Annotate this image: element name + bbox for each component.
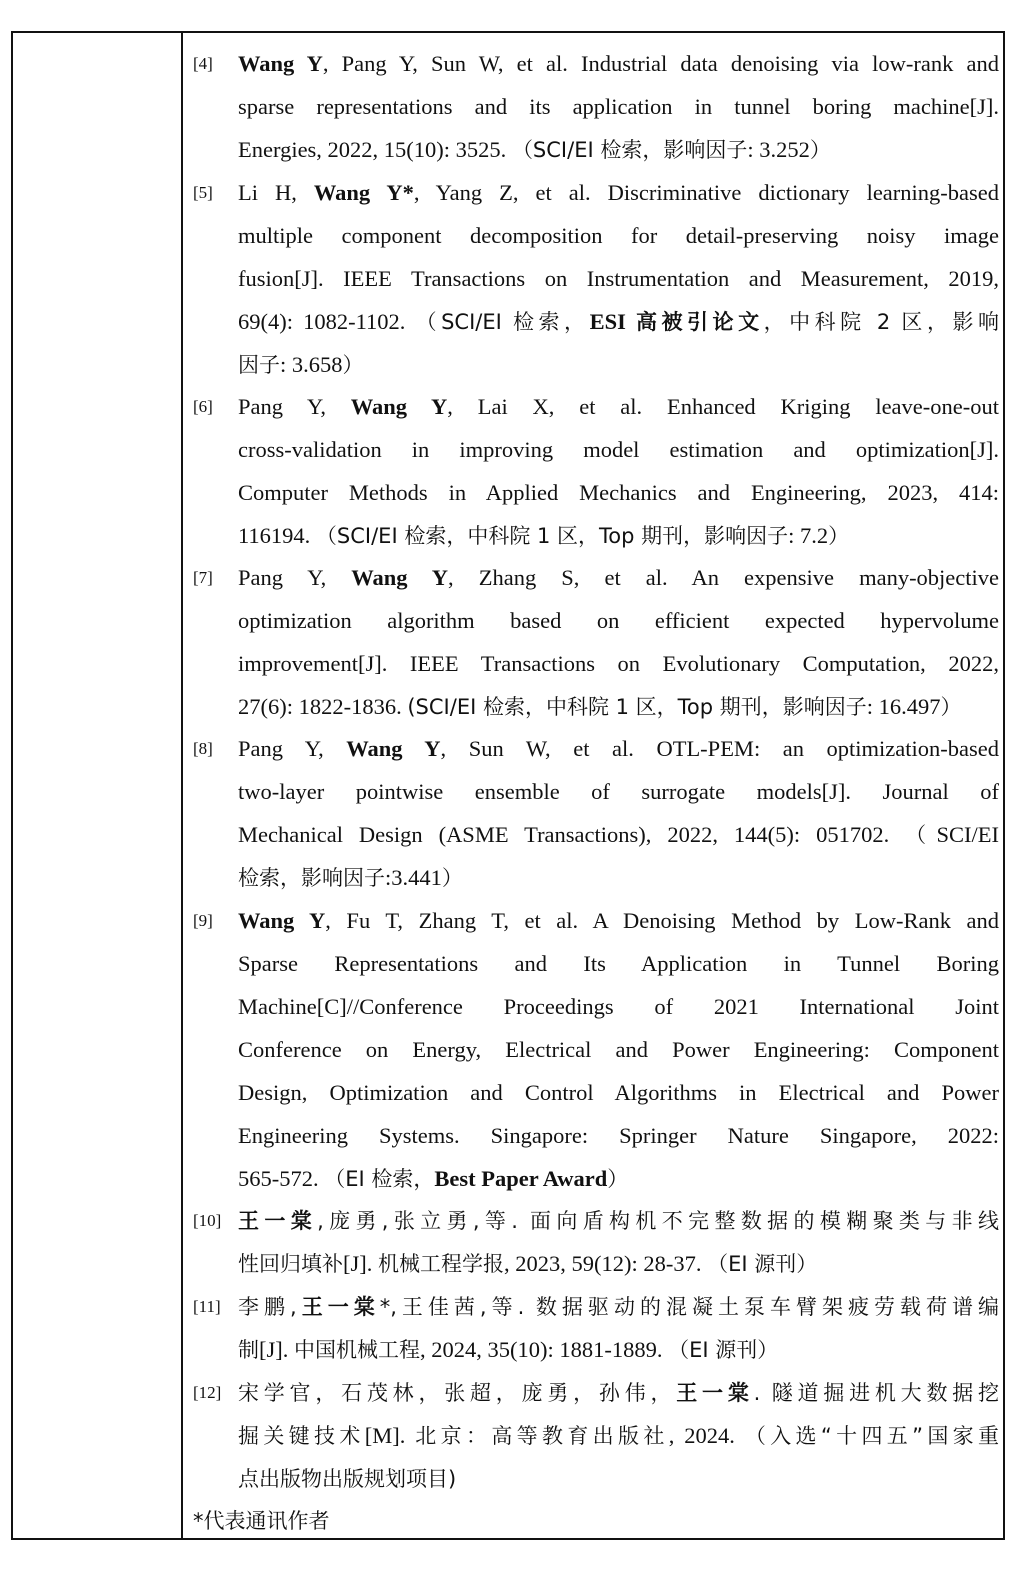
reference-line	[238, 1457, 999, 1500]
text-segment: , 2024.	[668, 1423, 745, 1448]
author-highlight: Wang Y	[351, 565, 449, 590]
reference-text	[238, 727, 999, 899]
reference-text	[238, 385, 999, 557]
text-segment: , Zhang S, et al. An expensive many-objective	[448, 565, 1000, 590]
publication-table	[11, 31, 1005, 1540]
text-segment: ）	[828, 524, 850, 548]
reference-number: [10]	[193, 1211, 222, 1230]
reference-line	[238, 1328, 999, 1371]
text-segment: 中国机械工程	[294, 1338, 420, 1362]
reference-line	[238, 856, 999, 899]
text-segment: ）	[342, 353, 364, 377]
text-segment: [J].	[259, 1337, 294, 1362]
text-segment: , Yang Z, et al. Discriminative dictionary learning-based	[413, 180, 1000, 205]
author-highlight: Best Paper Award	[434, 1166, 608, 1191]
text-segment: ）	[940, 695, 962, 719]
reference-line	[238, 514, 999, 557]
text-segment: （EI 源刊）	[668, 1338, 779, 1362]
reference-line	[238, 1157, 999, 1200]
references-column	[185, 33, 1003, 1538]
reference-text	[238, 1371, 999, 1500]
reference-number: [9]	[193, 911, 213, 930]
text-segment: Design, Optimization and Control Algorithms in Electrical and Power	[238, 1080, 999, 1105]
reference-number: [7]	[193, 568, 213, 587]
reference-line	[238, 1114, 999, 1157]
text-segment: Energies, 2022, 15(10): 3525.	[238, 137, 512, 162]
reference-line	[238, 556, 999, 599]
text-segment: Pang Y,	[238, 736, 347, 761]
reference-text	[238, 1199, 999, 1285]
text-segment: 因子	[238, 353, 280, 377]
text-segment: （EI 检索，	[324, 1167, 435, 1191]
author-highlight: 王一棠	[238, 1209, 318, 1233]
text-segment: Computer Methods in Applied Mechanics and Engineering, 2023, 414:	[238, 480, 999, 505]
reference-number: [8]	[193, 739, 213, 758]
reference-line	[238, 685, 999, 728]
text-segment: 宋学官，石茂林，张超，庞勇，孙伟，	[238, 1381, 677, 1405]
author-highlight: Wang Y*	[313, 180, 414, 205]
text-segment: （入选“十四五”国家重	[744, 1424, 1000, 1448]
reference-line	[238, 899, 999, 942]
text-segment: 北京：高等教育出版社	[415, 1424, 669, 1448]
text-segment: （SCI/EI 检索，影响因子	[511, 138, 748, 162]
text-segment: Pang Y,	[238, 394, 351, 419]
reference-number: [4]	[193, 54, 213, 73]
reference-line	[238, 599, 999, 642]
reference-line	[238, 343, 999, 386]
text-segment: Conference on Energy, Electrical and Power Engineering: Component	[238, 1037, 999, 1062]
author-highlight: ESI	[589, 309, 636, 334]
author-highlight: Wang Y	[238, 51, 323, 76]
author-highlight: 高被引论文	[635, 310, 764, 334]
text-segment: (SCI/EI 检索，中科院 1 区，Top 期刊，影响因子	[407, 695, 867, 719]
text-segment: Mechanical Design (ASME Transactions), 2022, 144(5): 051702.	[238, 822, 906, 847]
text-segment: 69(4): 1082-1102.	[238, 309, 416, 334]
text-segment: 机械工程学报	[378, 1252, 504, 1276]
reference-line	[238, 1028, 999, 1071]
reference-line	[238, 1199, 999, 1242]
text-segment: : 7.2	[788, 523, 829, 548]
reference-number: [6]	[193, 397, 213, 416]
label-column	[13, 33, 183, 1538]
reference-number: [11]	[193, 1297, 221, 1316]
text-segment: sparse representations and its application in tunnel boring machine[J].	[238, 94, 999, 119]
text-segment: : 16.497	[866, 694, 941, 719]
text-segment: Sparse Representations and Its Application in Tunnel Boring	[238, 951, 999, 976]
reference-line	[238, 214, 999, 257]
reference-line	[238, 1371, 999, 1414]
text-segment: ，中科院 2 区，影响	[763, 310, 999, 334]
reference-line	[238, 1414, 999, 1457]
text-segment: SCI/EI	[936, 822, 1000, 847]
text-segment: : 3.658	[280, 352, 343, 377]
text-segment: two-layer pointwise ensemble of surrogate models[J]. Journal of	[238, 779, 999, 804]
text-segment: [M].	[364, 1423, 416, 1448]
author-highlight: Wang Y	[346, 736, 441, 761]
corresponding-author-note: *代表通讯作者	[193, 1509, 330, 1533]
text-segment: , Sun W, et al. OTL-PEM: an optimization-based	[440, 736, 1000, 761]
reference-line	[238, 770, 999, 813]
author-highlight: Wang Y	[350, 394, 448, 419]
text-segment: , Pang Y, Sun W, et al. Industrial data denoising via low-rank and	[322, 51, 999, 76]
text-segment: : 3.252	[747, 137, 810, 162]
text-segment: , 2023, 59(12): 28-37.	[504, 1251, 708, 1276]
reference-line	[238, 1071, 999, 1114]
reference-line	[238, 257, 999, 300]
reference-text	[238, 171, 999, 386]
reference-text	[238, 556, 999, 728]
text-segment: multiple component decomposition for detail-preserving noisy image	[238, 223, 999, 248]
reference-line	[238, 85, 999, 128]
text-segment: , Fu T, Zhang T, et al. A Denoising Method by Low-Rank and	[325, 908, 999, 933]
text-segment: , Lai X, et al. Enhanced Kriging leave-one-out	[447, 394, 1000, 419]
reference-line	[238, 1285, 999, 1328]
text-segment: ）	[607, 1167, 629, 1191]
text-segment: 27(6): 1822-1836.	[238, 694, 408, 719]
text-segment: 116194.	[238, 523, 316, 548]
text-segment: [J].	[343, 1251, 378, 1276]
reference-line	[238, 42, 999, 85]
text-segment: 制	[238, 1338, 259, 1362]
text-segment: :3.441	[385, 865, 442, 890]
text-segment: . 隧道掘进机大数据挖	[753, 1381, 1000, 1405]
reference-line	[238, 471, 999, 514]
text-segment: fusion[J]. IEEE Transactions on Instrumentation and Measurement, 2019,	[238, 266, 999, 291]
reference-number: [5]	[193, 183, 213, 202]
text-segment: ）	[809, 138, 831, 162]
text-segment: 掘关键技术	[238, 1424, 365, 1448]
author-highlight: 王一棠	[296, 1295, 380, 1319]
text-segment: 检索，影响因子	[238, 866, 385, 890]
text-segment: Pang Y,	[238, 565, 352, 590]
reference-text	[238, 899, 999, 1200]
reference-line	[238, 985, 999, 1028]
reference-line	[238, 642, 999, 685]
text-segment: （	[905, 823, 937, 847]
reference-line	[238, 428, 999, 471]
text-segment: Li H,	[238, 180, 314, 205]
text-segment: 点出版物出版规划项目)	[238, 1467, 457, 1491]
text-segment: （SCI/EI 检索，中科院 1 区，Top 期刊，影响因子	[315, 524, 789, 548]
reference-line	[238, 128, 999, 171]
text-segment: ,庞勇,张立勇,等. 面向盾构机不完整数据的模糊聚类与非线	[317, 1209, 999, 1233]
reference-number: [12]	[193, 1383, 222, 1402]
reference-text	[238, 1285, 999, 1371]
reference-line	[238, 1242, 999, 1285]
text-segment: 565-572.	[238, 1166, 325, 1191]
text-segment: improvement[J]. IEEE Transactions on Evolutionary Computation, 2022,	[238, 651, 999, 676]
reference-line	[238, 385, 999, 428]
text-segment: （EI 源刊）	[707, 1252, 818, 1276]
text-segment: Engineering Systems. Singapore: Springer Nature Singapore, 2022:	[238, 1123, 999, 1148]
reference-line	[238, 171, 999, 214]
text-segment: （SCI/EI 检索，	[415, 310, 590, 334]
reference-line	[238, 813, 999, 856]
text-segment: optimization algorithm based on efficient expected hypervolume	[238, 608, 999, 633]
text-segment: 性回归填补	[238, 1252, 343, 1276]
text-segment: *,王佳茜,等. 数据驱动的混凝土泵车臂架疲劳载荷谱编	[379, 1295, 999, 1319]
reference-text	[238, 42, 999, 171]
reference-line	[238, 727, 999, 770]
reference-line	[238, 942, 999, 985]
text-segment: Machine[C]//Conference Proceedings of 2021 International Joint	[238, 994, 999, 1019]
author-highlight: Wang Y	[238, 908, 326, 933]
text-segment: cross-validation in improving model estimation and optimization[J].	[238, 437, 999, 462]
reference-line	[238, 300, 999, 343]
author-highlight: 王一棠	[676, 1381, 754, 1405]
text-segment: ）	[441, 866, 463, 890]
text-segment: 李鹏,	[238, 1295, 297, 1319]
text-segment: , 2024, 35(10): 1881-1889.	[420, 1337, 669, 1362]
